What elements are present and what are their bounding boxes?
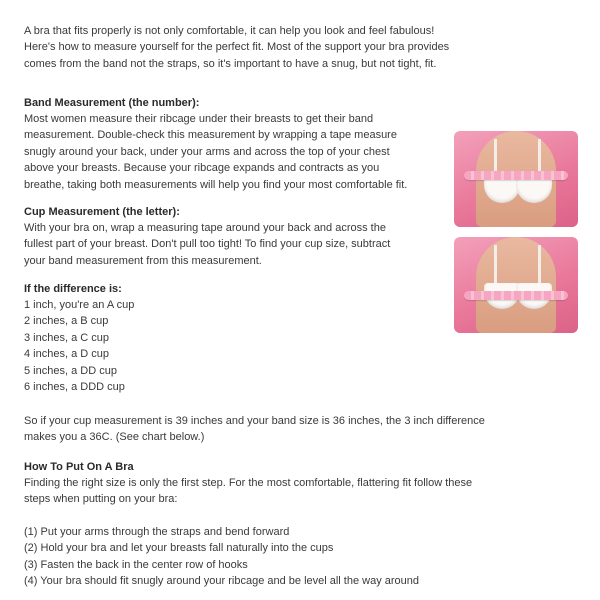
difference-item: 1 inch, you're an A cup: [24, 299, 135, 311]
difference-item: 4 inches, a D cup: [24, 348, 109, 361]
difference-item: 3 inches, a C cup: [24, 331, 109, 344]
howto-intro-line: steps when putting on your bra:: [24, 493, 178, 506]
intro-paragraph: [24, 23, 584, 72]
band-line: above your breasts. Because your ribcage expands and contracts as you: [24, 162, 380, 175]
cup-section: [24, 204, 444, 269]
difference-item: 6 inches, a DDD cup: [24, 381, 125, 394]
difference-item: 5 inches, a DD cup: [24, 364, 117, 377]
band-line: breathe, taking both measurements will help you find your most comfortable fit.: [24, 178, 408, 191]
howto-intro-line: Finding the right size is only the first step. For the most comfortable, flattering fit follow these: [24, 477, 473, 489]
spacer: [24, 508, 584, 524]
cup-line: fullest part of your breast. Don't pull too tight! To find your cup size, subtract: [24, 238, 391, 251]
measuring-tape: [464, 291, 568, 300]
howto-section: [24, 459, 584, 589]
example-line: makes you a 36C. (See chart below.): [24, 431, 205, 444]
howto-step: (3) Fasten the back in the center row of hooks: [24, 558, 248, 571]
intro-line: comes from the band not the straps, so it's important to have a snug, but not tight, fit.: [24, 57, 437, 70]
intro-line: Here's how to measure yourself for the perfect fit. Most of the support your bra provides: [24, 41, 450, 54]
cup-line: With your bra on, wrap a measuring tape around your back and across the: [24, 222, 386, 234]
difference-item: 2 inches, a B cup: [24, 315, 109, 328]
intro-line: A bra that fits properly is not only comfortable, it can help you look and feel fabulous!: [24, 25, 435, 37]
band-heading: Band Measurement (the number):: [24, 97, 200, 109]
band-line: Most women measure their ribcage under their breasts to get their band: [24, 113, 374, 125]
band-line: measurement. Double-check this measurement by wrapping a tape measure: [24, 129, 397, 142]
howto-heading: How To Put On A Bra: [24, 461, 134, 473]
difference-heading: If the difference is:: [24, 283, 122, 295]
band-line: snugly around your back, under your arms and across the top of your chest: [24, 145, 390, 158]
example-line: So if your cup measurement is 39 inches and your band size is 36 inches, the 3 inch difference: [24, 415, 485, 427]
howto-step: (1) Put your arms through the straps and bend forward: [24, 525, 290, 538]
difference-section: [24, 281, 444, 395]
cup-heading: Cup Measurement (the letter):: [24, 206, 180, 218]
measuring-tape: [464, 171, 568, 180]
measuring-under-arms-photo: [454, 131, 578, 227]
example-paragraph: [24, 413, 584, 446]
cup-line: your band measurement from this measurement.: [24, 254, 262, 267]
measuring-across-bust-photo: [454, 237, 578, 333]
howto-step: (2) Hold your bra and let your breasts fall naturally into the cups: [24, 542, 334, 555]
howto-step: (4) Your bra should fit snugly around your ribcage and be level all the way around: [24, 575, 420, 588]
band-section: [24, 95, 444, 193]
